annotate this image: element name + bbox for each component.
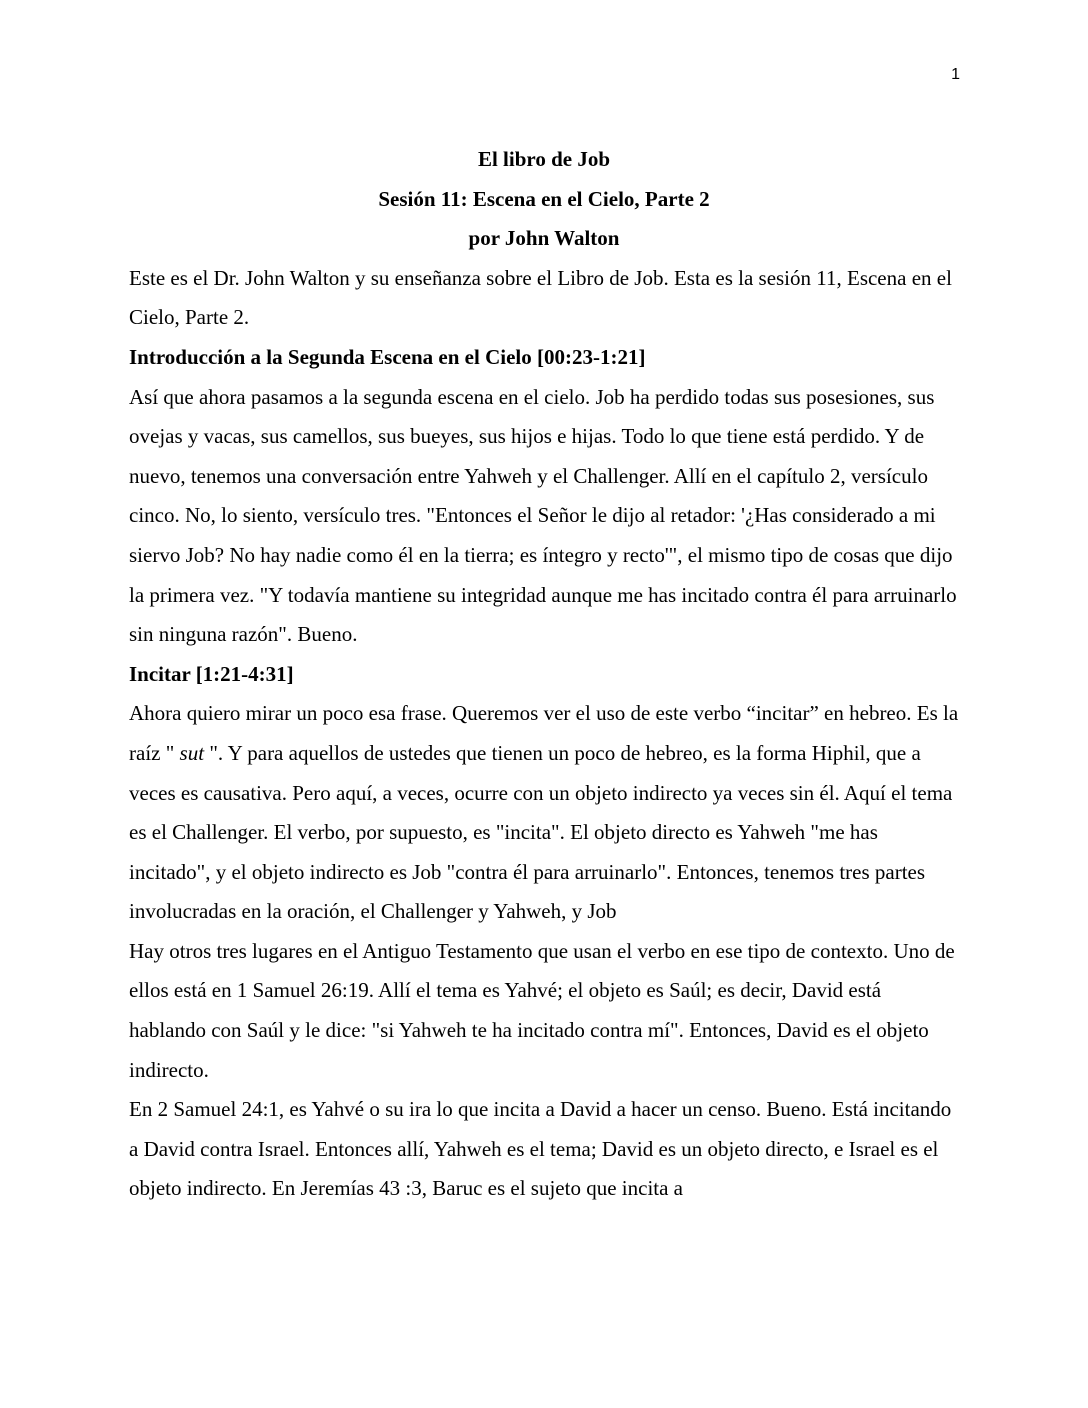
section-heading-incitar: Incitar [1:21-4:31]: [129, 661, 294, 686]
incitar-paragraph-2: Hay otros tres lugares en el Antiguo Testamento que usan el verbo en ese tipo de contexto. Uno de ellos está en 1 Samuel 26:19. Allí el tema es Yahvé; el objeto es Saúl; es decir, David está hablando con Saúl y le dice: "si Yahweh te ha incitado contra mí". Entonces, David es el objeto indirecto.: [129, 938, 955, 1082]
text-run: Ahora quiero mirar un poco esa frase. Queremos ver el uso de este verbo “incitar” en hebreo. Es la raíz ": [129, 701, 959, 765]
incitar-paragraph-1: [129, 694, 959, 932]
page-number: 1: [951, 66, 960, 83]
intro-paragraph: Este es el Dr. John Walton y su enseñanza sobre el Libro de Job. Esta es la sesión 11, Escena en el Cielo, Parte 2.: [129, 265, 952, 330]
document-body: [129, 140, 959, 1209]
author-line: por John Walton: [468, 226, 620, 251]
incitar-paragraph-3: En 2 Samuel 24:1, es Yahvé o su ira lo que incita a David a hacer un censo. Bueno. Está incitando a David contra Israel. Entonces allí, Yahweh es el tema; David es un objeto directo, e Israel es el objeto indirecto. En Jeremías 43 :3, Baruc es el sujeto que incita a: [129, 1097, 952, 1201]
section-heading-intro: Introducción a la Segunda Escena en el Cielo [00:23-1:21]: [129, 344, 646, 369]
text-run: ". Y para aquellos de ustedes que tienen un poco de hebreo, es la forma Hiphil, que a veces es causativa. Pero aquí, a veces, ocurre con un objeto indirecto ya veces sin él. Aquí el tema es el Challenger. El verbo, por supuesto, es "incita". El objeto directo es Yahweh "me has incitado", y el objeto indirecto es Job "contra él para arruinarlo". Entonces, tenemos tres partes involucradas en la oración, el Challenger y Yahweh, y Job: [129, 740, 953, 924]
section-intro-paragraph: Así que ahora pasamos a la segunda escena en el cielo. Job ha perdido todas sus posesiones, sus ovejas y vacas, sus camellos, sus bueyes, sus hijos e hijas. Todo lo que tiene está perdido. Y de nuevo, tenemos una conversación entre Yahweh y el Challenger. Allí en el capítulo 2, versículo cinco. No, lo siento, versículo tres. "Entonces el Señor le dijo al retador: '¿Has considerado a mi siervo Job? No hay nadie como él en la tierra; es íntegro y recto'", el mismo tipo de cosas que dijo la primera vez. "Y todavía mantiene su integridad aunque me has incitado contra él para arruinarlo sin ninguna razón". Bueno.: [129, 384, 957, 647]
hebrew-root-term: sut: [179, 740, 205, 765]
document-title: El libro de Job: [477, 147, 611, 171]
session-title: Sesión 11: Escena en el Cielo, Parte 2: [378, 186, 710, 211]
